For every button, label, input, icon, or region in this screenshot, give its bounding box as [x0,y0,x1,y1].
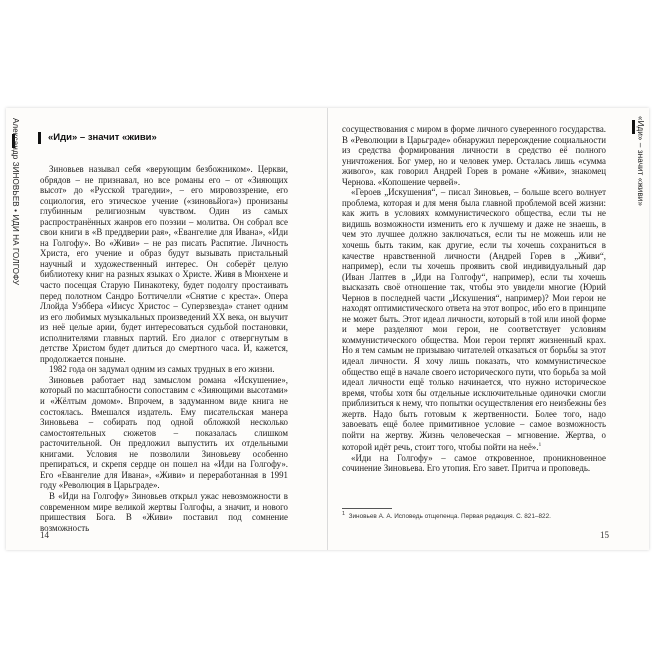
right-running-head: «Иди» – значит «живи» [636,116,645,207]
quote-text: «Героев „Искушения“, – писал Зиновьев, – больше всего волнует проблема, которая и для меня была главной проблемой всей жизни: как жить в условиях коммунистического общества, если ты не видишь возможности изменить его к лучшему и даже не знаешь, в чем это лучшее должно заключаться, если ты не можешь или не хочешь быть таким, как другие, если ты хочешь сохраниться в качестве нравственной личности (Андрей Горев в „Живи“, например), если ты хочешь проявить свой индивидуальный дар (Иван Лаптев в „Иди на Голгофу“, например), если ты хочешь высказать своё отношение так, чтобы это увидели многие (Юрий Чернов в последней части „Искушения“, например)? Мои герои не находят оптимистического ответа на этот вопрос, ибо его в принципе не может быть. Этот идеал личности, который в той или иной форме и мере разделяют мои герои, не соответствует условиям коммунистического общества. Мои герои терпят жизненный крах. Но я тем самым не призываю читателей отказаться от борьбы за этот идеал личности. Я хочу лишь показать, что коммунистическое общество ещё в начале своего исторического пути, что борьба за мой идеал личности ещё только начинается, что нужно историческое время, чтобы хотя бы отдельные исключительные одиночки смогли приблизиться к нему, что попытки осуществления его неизбежны без жертв. Надо быть готовым к жертвенности. Более того, надо завоевать ещё более примитивное условие – самое возможность пойти на жертву. Жизнь человеческая – мгновение. Жертва, о которой идёт речь, стоит того, чтобы пойти на неё» [342,187,606,453]
left-page [6,108,327,550]
footnote-text: Зиновьев А. А. Исповедь отщепенца. Первая редакция. С. 821–822. [348,513,551,521]
right-page-number: 15 [600,530,609,540]
left-page-body [40,164,288,533]
footnote-reference: 1 [538,442,542,449]
left-running-head: Александр ЗИНОВЬЕВ • ИДИ НА ГОЛГОФУ [11,118,20,286]
paragraph: «Героев „Искушения“, – писал Зиновьев, – больше всего волнует проблема, которая и для меня была главной проблемой всей жизни: как жить в условиях коммунистического общества, если ты не видишь возможности изменить его к лучшему и даже не знаешь, в чем это лучшее должно заключаться, если ты не можешь или не хочешь быть таким, как другие, если ты хочешь сохраниться в качестве нравственной личности (Андрей Горев в „Живи“, например), если ты хочешь проявить свой индивидуальный дар (Иван Лаптев в „Иди на Голгофу“, например), если ты хочешь высказать своё отношение так, чтобы это увидели многие (Юрий Чернов в последней части „Искушения“, например)? Мои герои не находят оптимистического ответа на этот вопрос, ибо его в принципе не может быть. Этот идеал личности, который в той или иной форме и мере разделяют мои герои, не соответствует условиям коммунистического общества. Мои герои терпят жизненный крах. Но я тем самым не призываю читателей отказаться от борьбы за этот идеал личности. Я хочу лишь показать, что коммунистическое общество ещё в начале своего исторического пути, что борьба за мой идеал личности ещё только начинается, что нужно историческое время, чтобы хотя бы отдельные исключительные одиночки смогли приблизиться к нему, что попытки осуществления его неизбежны без жертв. Надо быть готовым к жертвенности. Более того, надо завоевать ещё более примитивное условие – самое возможность пойти на жертву. Жизнь человеческая – мгновение. Жертва, о которой идёт речь, стоит того, чтобы пойти на неё».$^1$ [342,187,606,453]
left-page-number: 14 [40,530,49,540]
paragraph: Зиновьев называл себя «верующим безбожником». Церкви, обрядов – не признавал, но все романы его – от «Зияющих высот» до «Русской трагедии», – его мировоззрение, его социология, его этическое учение («зиновьйога») пронизаны глубинным религиозным чувством. Один из самых распространённых жанров его поэзии – молитва. Он собрал все свои книги в «В преддверии рая», «Евангелие для Ивана», «Иди на Голгофу». Во «Живи» – не раз писать Распятие. Личность Христа, его учение и образ будут вызывать пристальный научный и художественный интерес. Он соберёт целую библиотеку книг на разных языках о Христе. Живя в Мюнхене и часто посещая Старую Пинакотеку, будет подолгу простаивать перед полотном Сандро Боттичелли «Снятие с креста». Опера Ллойда Уэббера «Иисус Христос – Суперзвезда» станет одним из его любимых музыкальных произведений XX века, он выучит из неё целые арии, будет интересоваться судьбой постановки, исполнителями главных партий. Его диалог с отвергнутым в детстве Христом будет длиться до смертного часа. И, кажется, продолжается поныне. [40,164,288,364]
paragraph: «Иди на Голгофу» – самое откровенное, проникновенное сочинение Зиновьева. Его утопия. Его завет. Притча и проповедь. [342,452,606,474]
right-page [328,108,649,550]
footnote-rule [342,508,392,509]
book-spread [6,108,649,550]
chapter-title-marker [38,132,41,144]
paragraph: Зиновьев работает над замыслом романа «Искушение», который по масштабности сопоставим с «Зияющими высотами» и «Жёлтым домом». Впрочем, в задуманном виде книга не состоялась. Вмешался издатель. Ему писательская манера Зиновьева – собирать под одной обложкой несколько самостоятельных сюжетов – показалась слишком расточительной. Он предложил выпустить их отдельными книгами. Условия не позволили Зиновьеву особенно препираться, и скрепя сердце он пошел на «Иди на Голгофу». Его «Евангелие для Ивана», «Живи» и переработанная в 1991 году «Революция в Царьграде». [40,374,288,491]
footnote-number: 1 [342,511,346,517]
paragraph: В «Иди на Голгофу» Зиновьев открыл ужас невозможности в современном мире великой жертвы Голгофы, а значит, и нового пришествия Бога. В «Живи» поставил под сомнение возможность [40,490,288,533]
paragraph: 1982 года он задумал одним из самых трудных в его жизни. [49,364,275,375]
right-page-body [342,124,606,474]
paragraph: сосуществования с миром в форме личного суверенного государства. В «Революции в Царьграде» обнаружил перерождение социальности из средства формирования личности в средство её полного уничтожения. Бог умер, но и человек умер. Осталась лишь «сумма живого», как говорил Андрей Горев в романе «Живи», знакомец Чернова. «Копошение червей». [342,124,606,187]
chapter-title: «Иди» – значит «живи» [48,132,157,143]
footnote [342,511,606,520]
